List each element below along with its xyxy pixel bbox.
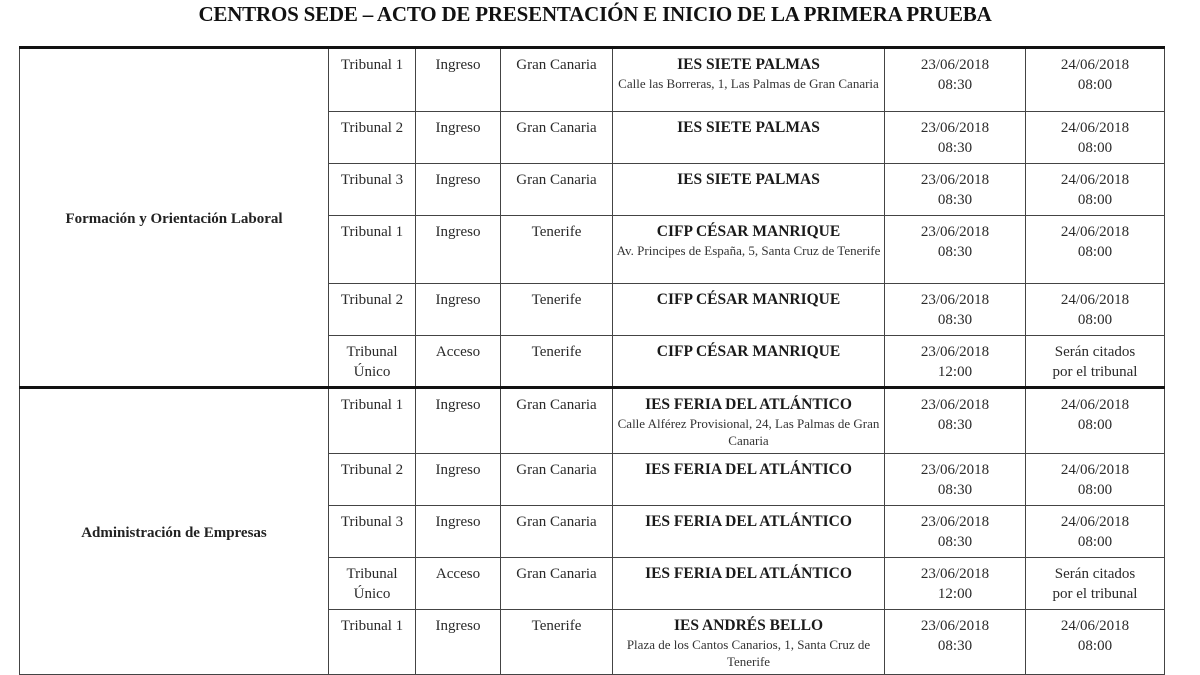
tribunal-cell: Tribunal 2 — [329, 112, 416, 164]
tribunal-cell: Tribunal 2 — [329, 454, 416, 506]
start-datetime-cell: Serán citados por el tribunal — [1026, 558, 1165, 610]
type-cell: Ingreso — [416, 506, 501, 558]
tribunal-cell: Tribunal 3 — [329, 506, 416, 558]
center-cell — [613, 216, 885, 284]
start-datetime-cell: 24/06/2018 08:00 — [1026, 506, 1165, 558]
center-cell — [613, 388, 885, 454]
island-cell: Tenerife — [501, 216, 613, 284]
table-row — [20, 48, 1165, 112]
subject-cell: Administración de Empresas — [20, 388, 329, 675]
tribunal-cell: Tribunal 1 — [329, 48, 416, 112]
island-cell: Gran Canaria — [501, 506, 613, 558]
center-cell — [613, 48, 885, 112]
presentation-datetime-cell: 23/06/2018 08:30 — [885, 216, 1026, 284]
type-cell: Ingreso — [416, 216, 501, 284]
tribunal-cell: Tribunal 1 — [329, 216, 416, 284]
presentation-datetime-cell: 23/06/2018 08:30 — [885, 388, 1026, 454]
type-cell: Ingreso — [416, 164, 501, 216]
tribunal-cell: Tribunal 2 — [329, 284, 416, 336]
center-cell — [613, 558, 885, 610]
center-address: Calle Alférez Provisional, 24, Las Palmas de Gran Canaria — [617, 416, 880, 448]
start-datetime-cell: 24/06/2018 08:00 — [1026, 454, 1165, 506]
start-datetime-cell: 24/06/2018 08:00 — [1026, 610, 1165, 675]
center-name: IES FERIA DEL ATLÁNTICO — [645, 461, 852, 478]
center-cell — [613, 506, 885, 558]
center-cell — [613, 284, 885, 336]
start-datetime-cell: Serán citados por el tribunal — [1026, 336, 1165, 388]
presentation-datetime-cell: 23/06/2018 08:30 — [885, 112, 1026, 164]
center-cell — [613, 164, 885, 216]
subject-cell: Formación y Orientación Laboral — [20, 48, 329, 388]
presentation-datetime-cell: 23/06/2018 08:30 — [885, 506, 1026, 558]
tribunal-cell: Tribunal Único — [329, 336, 416, 388]
start-datetime-cell: 24/06/2018 08:00 — [1026, 112, 1165, 164]
type-cell: Ingreso — [416, 388, 501, 454]
center-address: Calle las Borreras, 1, Las Palmas de Gran Canaria — [618, 76, 879, 91]
island-cell: Gran Canaria — [501, 558, 613, 610]
start-datetime-cell: 24/06/2018 08:00 — [1026, 48, 1165, 112]
type-cell: Ingreso — [416, 112, 501, 164]
presentation-datetime-cell: 23/06/2018 08:30 — [885, 610, 1026, 675]
center-name: CIFP CÉSAR MANRIQUE — [656, 223, 841, 240]
start-datetime-cell: 24/06/2018 08:00 — [1026, 284, 1165, 336]
presentation-datetime-cell: 23/06/2018 08:30 — [885, 454, 1026, 506]
tribunal-cell: Tribunal 3 — [329, 164, 416, 216]
start-datetime-cell: 24/06/2018 08:00 — [1026, 164, 1165, 216]
type-cell: Acceso — [416, 336, 501, 388]
start-datetime-cell: 24/06/2018 08:00 — [1026, 216, 1165, 284]
island-cell: Gran Canaria — [501, 48, 613, 112]
center-cell — [613, 112, 885, 164]
island-cell: Gran Canaria — [501, 454, 613, 506]
center-address: Plaza de los Cantos Canarios, 1, Santa Cruz de Tenerife — [626, 637, 871, 669]
island-cell: Gran Canaria — [501, 388, 613, 454]
type-cell: Acceso — [416, 558, 501, 610]
presentation-datetime-cell: 23/06/2018 08:30 — [885, 164, 1026, 216]
type-cell: Ingreso — [416, 48, 501, 112]
presentation-datetime-cell: 23/06/2018 12:00 — [885, 558, 1026, 610]
presentation-datetime-cell: 23/06/2018 12:00 — [885, 336, 1026, 388]
tribunal-cell: Tribunal Único — [329, 558, 416, 610]
table-row — [20, 388, 1165, 454]
page-title: CENTROS SEDE – ACTO DE PRESENTACIÓN E INICIO DE LA PRIMERA PRUEBA — [198, 2, 992, 26]
tribunal-cell: Tribunal 1 — [329, 388, 416, 454]
center-name: IES FERIA DEL ATLÁNTICO — [645, 513, 852, 530]
type-cell: Ingreso — [416, 610, 501, 675]
center-name: IES FERIA DEL ATLÁNTICO — [645, 396, 852, 413]
island-cell: Tenerife — [501, 284, 613, 336]
center-address: Av. Principes de España, 5, Santa Cruz de Tenerife — [616, 243, 881, 258]
island-cell: Gran Canaria — [501, 164, 613, 216]
center-name: IES ANDRÉS BELLO — [673, 617, 824, 634]
island-cell: Tenerife — [501, 610, 613, 675]
center-name: CIFP CÉSAR MANRIQUE — [656, 343, 841, 360]
presentation-datetime-cell: 23/06/2018 08:30 — [885, 284, 1026, 336]
type-cell: Ingreso — [416, 284, 501, 336]
island-cell: Gran Canaria — [501, 112, 613, 164]
center-name: IES SIETE PALMAS — [677, 56, 820, 73]
center-name: CIFP CÉSAR MANRIQUE — [656, 291, 841, 308]
center-name: IES SIETE PALMAS — [677, 171, 820, 188]
presentation-datetime-cell: 23/06/2018 08:30 — [885, 48, 1026, 112]
type-cell: Ingreso — [416, 454, 501, 506]
center-name: IES FERIA DEL ATLÁNTICO — [645, 565, 852, 582]
start-datetime-cell: 24/06/2018 08:00 — [1026, 388, 1165, 454]
center-cell — [613, 610, 885, 675]
center-cell — [613, 454, 885, 506]
tribunal-cell: Tribunal 1 — [329, 610, 416, 675]
centers-table — [19, 46, 1165, 675]
island-cell: Tenerife — [501, 336, 613, 388]
center-name: IES SIETE PALMAS — [677, 119, 820, 136]
center-cell — [613, 336, 885, 388]
